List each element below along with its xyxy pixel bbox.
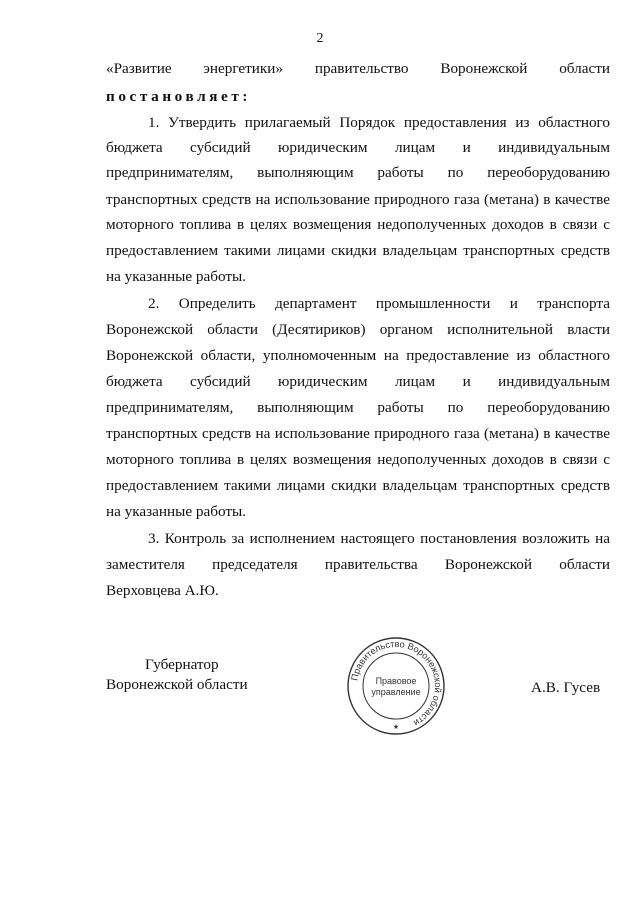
seal-ring-text: Правительство Воронежской области <box>349 638 444 729</box>
text-line: 2. Определить департамент промышленности и транспорта <box>148 295 610 312</box>
text-line: на указанные работы. <box>106 503 246 520</box>
text-line: предоставлением такими лицами скидки владельцам транспортных средств <box>106 242 610 259</box>
text-line: предпринимателям, выполняющим работы по переоборудованию <box>106 399 610 416</box>
text-line: предпринимателям, выполняющим работы по переоборудованию <box>106 164 610 181</box>
text-line: Верховцева А.Ю. <box>106 582 219 599</box>
text-line: «Развитие энергетики» правительство Воронежской области <box>106 60 610 77</box>
page-number: 2 <box>316 31 324 46</box>
text-line: транспортных средств на использование природного газа (метана) в качестве <box>106 425 610 442</box>
text-line: моторного топлива в целях возмещения недополученных доходов в связи с <box>106 216 610 233</box>
text-line: предоставлением такими лицами скидки владельцам транспортных средств <box>106 477 610 494</box>
signatory-title-line2: Воронежской области <box>106 676 248 693</box>
text-line: на указанные работы. <box>106 268 246 285</box>
official-seal-stamp <box>346 636 446 736</box>
resolution-keyword: постановляет: <box>106 88 252 105</box>
text-line: моторного топлива в целях возмещения недополученных доходов в связи с <box>106 451 610 468</box>
seal-center-line2: управление <box>371 687 421 697</box>
text-line: бюджета субсидий юридическим лицам и индивидуальным <box>106 139 610 156</box>
signatory-name: А.В. Гусев <box>531 679 601 696</box>
seal-star-icon: ★ <box>392 723 400 731</box>
seal-outer-ring <box>348 638 444 734</box>
text-line: транспортных средств на использование природного газа (метана) в качестве <box>106 191 610 208</box>
text-line: заместителя председателя правительства Воронежской области <box>106 556 610 573</box>
signatory-title-line1: Губернатор <box>145 656 219 673</box>
seal-center-line1: Правовое <box>375 676 417 686</box>
text-line: бюджета субсидий юридическим лицам и индивидуальным <box>106 373 610 390</box>
text-line: Воронежской области, уполномоченным на предоставление из областного <box>106 347 610 364</box>
seal-inner-ring <box>363 653 429 719</box>
text-line: Воронежской области (Десятириков) органом исполнительной власти <box>106 321 610 338</box>
text-line: 3. Контроль за исполнением настоящего постановления возложить на <box>148 530 610 547</box>
text-line: 1. Утвердить прилагаемый Порядок предоставления из областного <box>148 114 610 131</box>
